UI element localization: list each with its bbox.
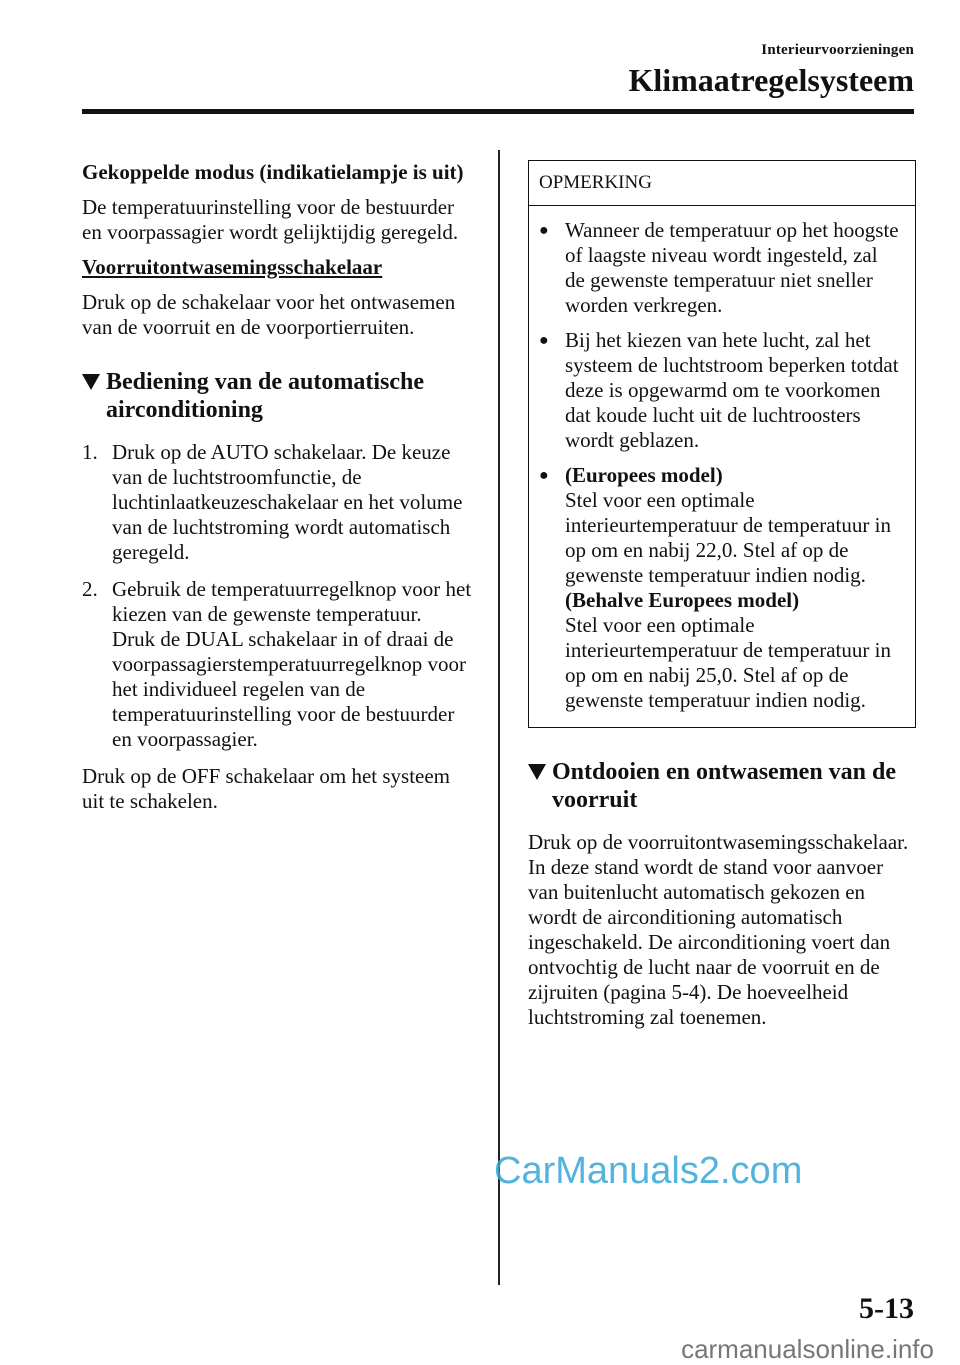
section-triangle-icon bbox=[528, 764, 546, 780]
section-heading-auto-ac bbox=[82, 368, 472, 424]
step-text-a: Gebruik de temperatuurregelknop voor het kiezen van de gewenste temperatuur. bbox=[112, 577, 472, 626]
european-model-heading: (Europees model) bbox=[565, 463, 723, 487]
linked-mode-text: De temperatuurinstelling voor de bestuurder en voorpassagier wordt gelijktijdig geregeld. bbox=[82, 195, 459, 244]
step-number: 1. bbox=[82, 440, 98, 464]
watermark: CarManuals2.com bbox=[494, 1150, 803, 1192]
defroster-switch-heading-text: Voorruitontwasemingsschakelaar bbox=[82, 255, 383, 279]
section-heading-auto-ac-text: Bediening van de automatische airconditioning bbox=[106, 369, 425, 423]
section-heading-defrost bbox=[528, 758, 916, 814]
right-column bbox=[528, 160, 916, 1030]
note-box bbox=[528, 160, 916, 728]
list-item bbox=[82, 440, 472, 565]
left-column bbox=[82, 160, 472, 814]
list-item bbox=[82, 577, 472, 752]
non-european-model-heading: (Behalve Europees model) bbox=[565, 588, 800, 612]
steps-list bbox=[82, 440, 472, 752]
page-title: Klimaatregelsysteem bbox=[628, 62, 914, 98]
defrost-line-1: Druk op de voorruitontwasemingsschakelaar. bbox=[528, 830, 909, 854]
subheading-linked-mode: Gekoppelde modus (indikatielampje is uit) bbox=[82, 160, 464, 184]
european-model-text: Stel voor een optimale interieurtemperatuur de temperatuur in op om en nabij 22,0. Stel af op de gewenste temperatuur indien nodig. bbox=[565, 488, 891, 587]
note-text: Wanneer de temperatuur op het hoogste of laagste niveau wordt ingesteld, zal de gewenste temperatuur niet sneller worden verkregen. bbox=[565, 218, 899, 317]
column-divider bbox=[498, 150, 500, 1285]
bullet-icon: ● bbox=[539, 467, 549, 484]
defrost-text bbox=[528, 830, 916, 1030]
step-text: Druk op de AUTO schakelaar. De keuze van de luchtstroomfunctie, de luchtinlaatkeuzeschakelaar en het volume van de luchtstroming wordt automatisch geregeld. bbox=[112, 440, 463, 564]
section-triangle-icon bbox=[82, 374, 100, 390]
list-item bbox=[539, 328, 901, 453]
list-item bbox=[539, 218, 901, 318]
section-heading-defrost-text: Ontdooien en ontwasemen van de voorruit bbox=[552, 759, 897, 813]
note-text: Bij het kiezen van hete lucht, zal het systeem de luchtstroom beperken totdat deze is opgewarmd om te voorkomen dat koude lucht uit de luchtroosters wordt geblazen. bbox=[565, 328, 899, 452]
header-section-label: Interieurvoorzieningen bbox=[761, 42, 914, 58]
defrost-line-2: In deze stand wordt de stand voor aanvoer van buitenlucht automatisch gekozen en wordt de airconditioning automatisch ingeschakeld. De airconditioning voert dan ontvochtig de lucht naar de voorruit en de zijruiten (pagina 5-4). De hoeveelheid luchtstroming zal toenemen. bbox=[528, 855, 891, 1029]
note-title: OPMERKING bbox=[529, 161, 915, 206]
list-item bbox=[539, 463, 901, 713]
step-text bbox=[112, 577, 472, 752]
closing-text: Druk op de OFF schakelaar om het systeem uit te schakelen. bbox=[82, 764, 451, 813]
defroster-switch-heading bbox=[82, 255, 472, 280]
page-number: 5-13 bbox=[859, 1292, 914, 1325]
note-list bbox=[529, 206, 915, 727]
defroster-switch-text: Druk op de schakelaar voor het ontwasemen van de voorruit en de voorportierruiten. bbox=[82, 290, 456, 339]
header-rule bbox=[82, 109, 914, 114]
footer-watermark: carmanualsonline.info bbox=[681, 1334, 934, 1364]
note-text bbox=[565, 463, 901, 713]
bullet-icon: ● bbox=[539, 222, 549, 239]
step-text-b: Druk de DUAL schakelaar in of draai de voorpassagierstemperatuurregelknop voor het individueel regelen van de temperatuurinstelling voor de bestuurder en voorpassagier. bbox=[112, 627, 466, 751]
non-european-model-text: Stel voor een optimale interieurtemperatuur de temperatuur in op om en nabij 25,0. Stel af op de gewenste temperatuur indien nodig. bbox=[565, 613, 891, 712]
step-number: 2. bbox=[82, 577, 98, 601]
bullet-icon: ● bbox=[539, 332, 549, 349]
